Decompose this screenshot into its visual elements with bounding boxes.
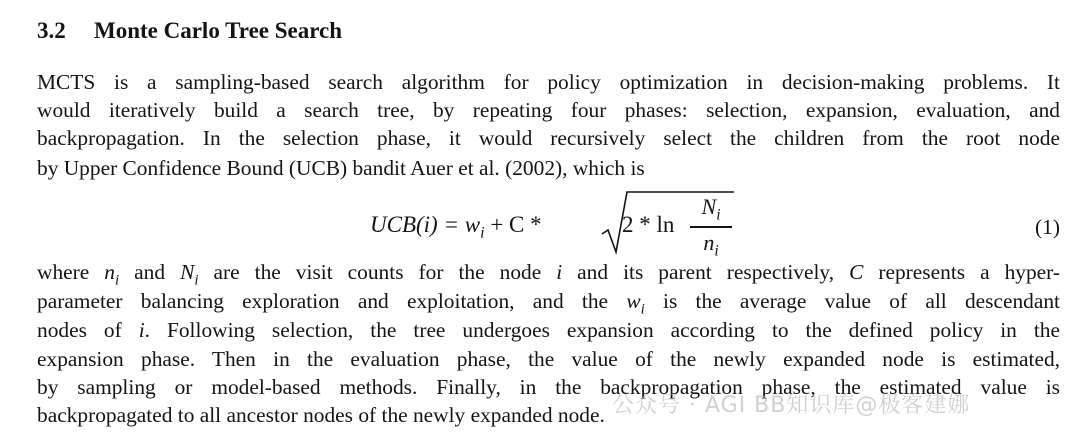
- var-sub: i: [640, 301, 645, 318]
- equation-sub: i: [480, 224, 485, 242]
- fraction-numerator: [690, 194, 732, 224]
- paragraph-line: [37, 262, 1060, 288]
- var: n: [104, 260, 115, 284]
- paragraph-line: MCTS is a sampling-based search algorithm for policy optimization in decision-making problems. It: [37, 70, 1060, 94]
- paragraph-line: [37, 291, 1060, 317]
- equation-mid: + C *: [484, 212, 542, 237]
- text: . Following selection, the tree undergoes expansion according to the defined policy in the: [144, 318, 1060, 342]
- section-number: 3.2: [37, 18, 66, 43]
- fraction-denominator: [690, 230, 732, 260]
- math-var: [626, 289, 645, 318]
- var-sub: i: [114, 272, 120, 289]
- equation-lhs: [370, 212, 542, 243]
- numerator-text: N: [701, 194, 717, 219]
- paragraph-line: backpropagated to all ancestor nodes of the newly expanded node.: [37, 403, 605, 427]
- math-var: i: [556, 260, 563, 284]
- equation-number: (1): [1035, 215, 1060, 239]
- watermark: 公众号 · AGI BB知识库@极客建娜: [612, 393, 971, 418]
- paragraph-line: by sampling or model-based methods. Finally, in the backpropagation phase, the estimated value is: [37, 375, 1060, 399]
- paragraph-line: expansion phase. Then in the evaluation phase, the value of the newly expanded node is estimated,: [37, 347, 1060, 371]
- text: represents a hyper-: [863, 260, 1060, 284]
- math-var: [180, 260, 199, 289]
- ucb-equation: [0, 190, 1080, 260]
- text: parameter balancing exploration and exploitation, and the: [37, 289, 627, 313]
- paragraph-line: [37, 320, 1060, 341]
- text: and its parent respectively,: [562, 260, 850, 284]
- denominator-sub: i: [714, 242, 719, 260]
- paragraph-line: would iteratively build a search tree, by repeating four phases: selection, expansion, evaluation, and: [37, 98, 1060, 122]
- fraction-bar: [690, 226, 732, 228]
- math-var: C: [849, 260, 864, 284]
- text: where: [37, 260, 105, 284]
- var-sub: i: [194, 272, 199, 289]
- math-var: [104, 260, 120, 289]
- var: N: [180, 260, 195, 284]
- equation-lhs-text: UCB(i) = w: [370, 212, 481, 237]
- paragraph-line: by Upper Confidence Bound (UCB) bandit Auer et al. (2002), which is: [37, 156, 645, 180]
- denominator-text: n: [703, 229, 715, 255]
- section-title: Monte Carlo Tree Search: [94, 18, 343, 43]
- math-var: i: [138, 318, 145, 342]
- text: and: [119, 260, 181, 284]
- text: are the visit counts for the node: [198, 260, 557, 284]
- text: is the average value of all descendant: [644, 289, 1061, 313]
- equation-fraction: [690, 194, 732, 260]
- section-heading: [37, 18, 342, 44]
- equation-inner: 2 * ln: [622, 212, 675, 237]
- var: w: [626, 289, 641, 313]
- numerator-sub: i: [716, 206, 721, 224]
- text: nodes of: [37, 318, 139, 342]
- paragraph-line: backpropagation. In the selection phase, it would recursively select the children from the root node: [37, 126, 1060, 150]
